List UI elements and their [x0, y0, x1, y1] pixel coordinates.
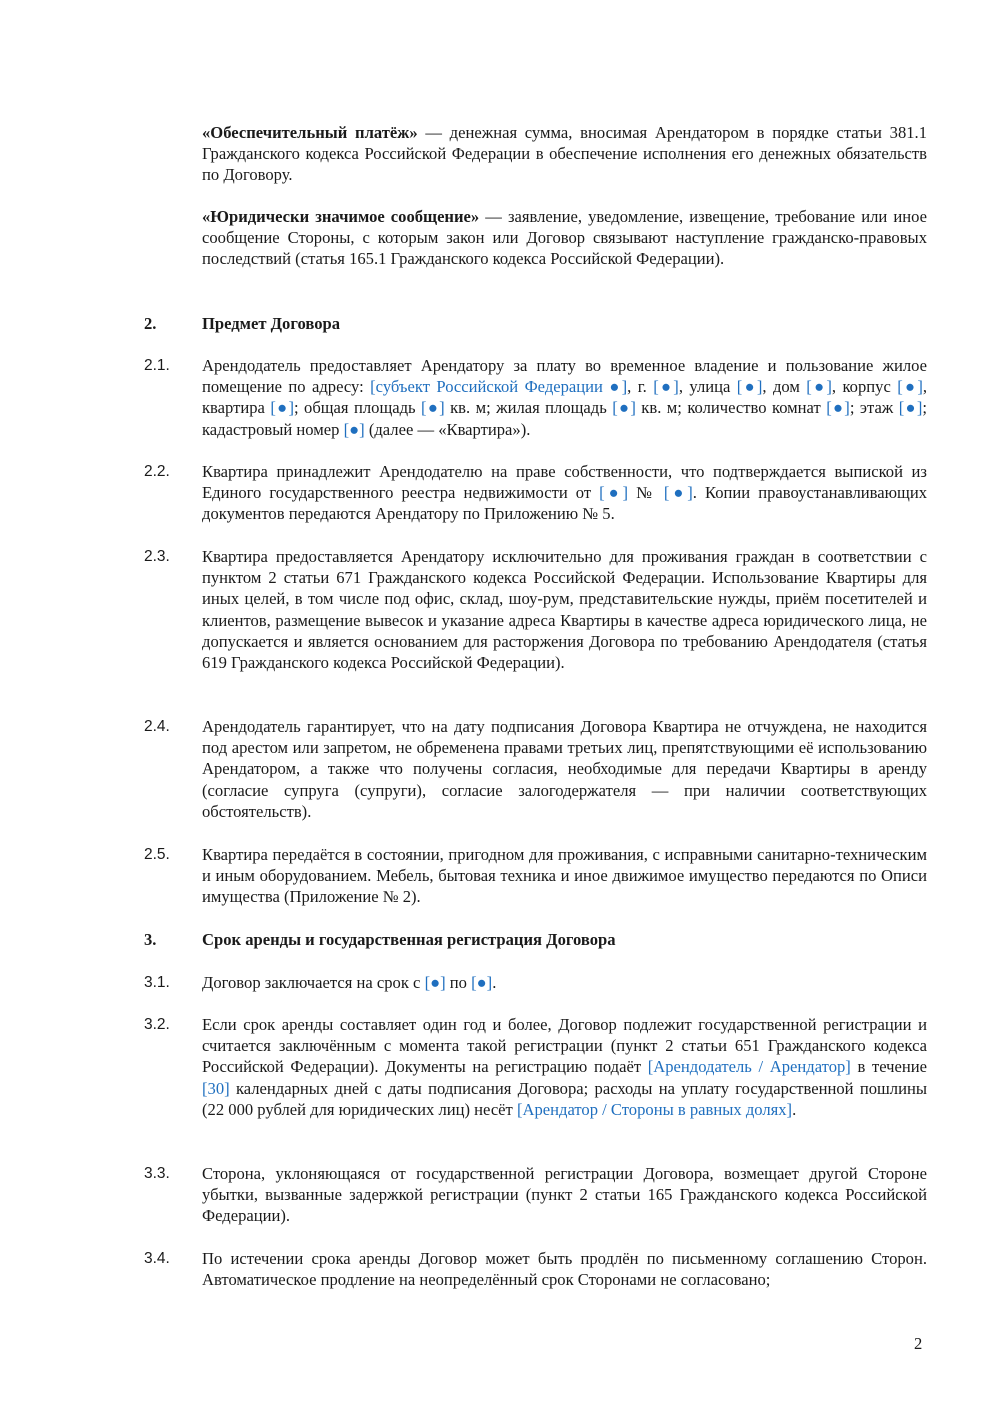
clause-text: Если срок аренды составляет один год и более, Договор подлежит государственной регистрации и считается заключённым с момента такой регистрации (пункт 2 статьи 651 Гражданского кодекса Российской Федерации). Документы на регистрацию подаёт: [202, 1015, 927, 1077]
clause-2-1: [202, 355, 927, 440]
clause-number: 2.4.: [144, 718, 170, 735]
placeholder: [●]: [897, 377, 923, 397]
placeholder: [●]: [424, 973, 446, 992]
clause-number: 2.2.: [144, 463, 170, 480]
placeholder: [●]: [343, 419, 365, 439]
clause-text: ; кадастровый номер: [202, 398, 927, 439]
clause-text: , корпус: [831, 377, 898, 397]
clause-2-4: Арендодатель гарантирует, что на дату подписания Договора Квартира не отчуждена, не находится под арестом или запретом, не обременена правами третьих лиц, препятствующими её использованию Арендатором, а также что получены согласия, необходимые для передачи Квартиры в аренду (согласие супруга (супруги), согласие залогодержателя — при наличии соответствующих обстоятельств).: [202, 717, 927, 821]
clause-number: 3.1.: [144, 974, 170, 991]
clause-text: Договор заключается на срок с: [202, 973, 425, 992]
section-title: Предмет Договора: [202, 314, 341, 333]
definition-legal-message: [202, 206, 927, 270]
clause-2-3: Квартира предоставляется Арендатору исключительно для проживания граждан в соответствии с пунктом 2 статьи 671 Гражданского кодекса Российской Федерации. Использование Квартиры для иных целей, в том числе под офис, склад, шоу-рум, представительские нужды, приём посетителей и клиентов, размещение вывесок и указание адреса Квартиры в качестве адреса юридического лица, не допускается и является основанием для расторжения Договора по требованию Арендодателя (статья 619 Гражданского кодекса Российской Федерации).: [202, 547, 927, 673]
clause-text: , дом: [762, 377, 807, 397]
clause-number: 3.3.: [144, 1165, 170, 1182]
clause-number: 2.3.: [144, 548, 170, 565]
clause-2-2: [202, 461, 927, 525]
placeholder: [●]: [471, 973, 493, 992]
placeholder: [●]: [653, 377, 679, 397]
clause-text: кв. м; жилая площадь: [444, 398, 613, 418]
clause-text: ; этаж: [849, 398, 899, 418]
clause-text: , г.: [627, 377, 654, 397]
clause-text: календарных дней с даты подписания Договора; расходы на уплату государственной пошлины (22 000 рублей для юридических лиц) несёт: [202, 1078, 927, 1119]
page-number: 2: [914, 1334, 923, 1353]
section-number: 3.: [144, 930, 157, 949]
clause-text: .: [792, 1099, 797, 1119]
clause-text: ; общая площадь: [294, 398, 422, 418]
definition-term: «Обеспечительный платёж»: [202, 123, 418, 142]
clause-3-4: По истечении срока аренды Договор может быть продлён по письменному соглашению Сторон. Автоматическое продление на неопределённый срок Сторонами не согласовано;: [202, 1249, 927, 1290]
placeholder: [●]: [612, 398, 636, 418]
placeholder: [Арендодатель / Арендатор]: [647, 1057, 851, 1077]
placeholder: [●]: [599, 483, 629, 503]
clause-number: 2.1.: [144, 357, 170, 374]
placeholder: [●]: [898, 398, 923, 418]
placeholder: [●]: [270, 398, 294, 418]
clause-3-3: Сторона, уклоняющаяся от государственной регистрации Договора, возмещает другой Стороне убытки, вызванные задержкой регистрации (пункт 2 статьи 165 Гражданского кодекса Российской Федерации).: [202, 1164, 927, 1226]
clause-text: .: [492, 973, 497, 992]
clause-text: Квартира принадлежит Арендодателю на праве собственности, что подтверждается выпиской из Единого государственного реестра недвижимости от: [202, 462, 927, 503]
placeholder: [●]: [826, 398, 850, 418]
definition-text: — заявление, уведомление, извещение, требование или иное сообщение Стороны, с которым закон или Договор связывают наступление гражданско-правовых последствий (статья 165.1 Гражданского кодекса Российской Федерации).: [202, 207, 927, 269]
clause-number: 3.2.: [144, 1016, 170, 1033]
clause-text: , квартира: [202, 377, 928, 418]
definition-term: «Юридически значимое сообщение»: [202, 207, 480, 226]
section-number: 2.: [144, 314, 157, 333]
definition-text: — денежная сумма, вносимая Арендатором в порядке статьи 381.1 Гражданского кодекса Российской Федерации в обеспечение исполнения его денежных обязательств по Договору.: [202, 123, 927, 185]
clause-number: 3.4.: [144, 1250, 170, 1267]
placeholder: [●]: [421, 398, 445, 418]
clause-text: (далее — «Квартира»).: [364, 419, 531, 439]
section-title: Срок аренды и государственная регистрация Договора: [202, 930, 616, 949]
placeholder: [●]: [736, 377, 763, 397]
placeholder: [Арендатор / Стороны в равных долях]: [516, 1099, 793, 1119]
clause-text: кв. м; количество комнат: [635, 398, 827, 418]
clause-2-5: Квартира передаётся в состоянии, пригодном для проживания, с исправными санитарно-техническим и иным оборудованием. Мебель, бытовая техника и иное движимое имущество передаются по Описи имущества (Приложение № 2).: [202, 845, 927, 907]
placeholder: [●]: [806, 377, 832, 397]
clause-text: Арендодатель предоставляет Арендатору за плату во временное владение и пользование жилое помещение по адресу:: [202, 356, 927, 397]
clause-text: . Копии правоустанавливающих документов передаются Арендатору по Приложению № 5.: [202, 483, 927, 524]
placeholder: [●]: [663, 483, 693, 503]
definition-security-payment: [202, 122, 927, 186]
clause-text: №: [628, 483, 664, 503]
clause-text: в течение: [850, 1057, 928, 1077]
placeholder: [субъект Российской Федерации ●]: [370, 377, 628, 397]
clause-3-1: [202, 972, 927, 993]
clause-text: , улица: [678, 377, 737, 397]
clause-text: по: [445, 973, 472, 992]
placeholder: [30]: [202, 1078, 230, 1098]
clause-3-2: [202, 1014, 927, 1120]
clause-number: 2.5.: [144, 846, 170, 863]
